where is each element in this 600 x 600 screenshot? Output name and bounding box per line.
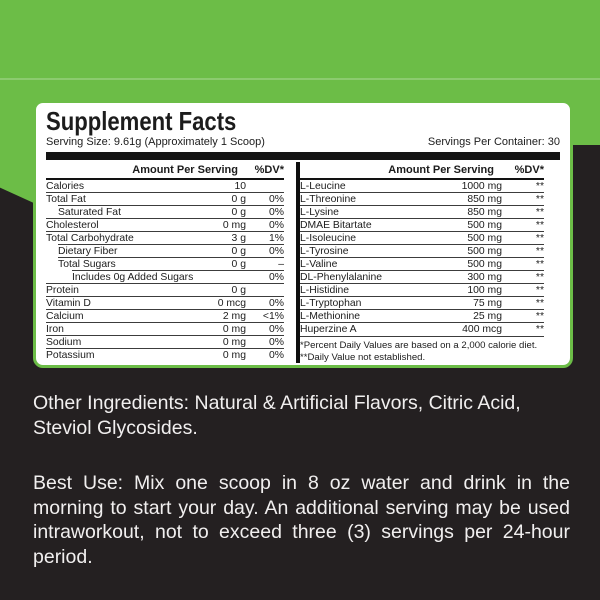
ingredient-amount: 25 mg: [473, 310, 502, 322]
table-row: [46, 180, 284, 192]
nutrient-amount: 0 g: [231, 245, 246, 257]
header-divider-bar: [46, 152, 560, 160]
nutrient-name: Protein: [46, 284, 79, 296]
nutrient-dv: 0%: [268, 297, 284, 309]
table-row: [58, 257, 284, 270]
table-row: [300, 309, 544, 322]
ingredient-name: L-Tryptophan: [300, 297, 362, 309]
nutrient-amount: 0 mg: [222, 336, 246, 348]
ingredient-name: L-Leucine: [300, 180, 346, 192]
servings-per-container-text: Servings Per Container: 30: [427, 136, 560, 148]
nutrient-name: Total Fat: [46, 193, 86, 205]
nutrient-name: Calories: [46, 180, 85, 192]
nutrient-amount: 0 g: [231, 206, 246, 218]
best-use-text: Best Use: Mix one scoop in 8 oz water and drink in the morning to start your day. An additional serving may be used intraworkout, not to exceed three (3) servings per 24-hour period.: [33, 472, 570, 568]
ingredient-amount: 500 mg: [467, 258, 502, 270]
table-row: [300, 283, 544, 296]
footnote-daily-values: *Percent Daily Values are based on a 2,000 calorie diet.: [300, 340, 538, 351]
ingredient-dv: **: [535, 271, 544, 283]
nutrient-name: Cholesterol: [46, 219, 99, 231]
supplement-column-header: [300, 162, 544, 180]
ingredient-dv: **: [535, 245, 544, 257]
facts-columns: [46, 162, 560, 363]
ingredient-amount: 400 mcg: [462, 323, 502, 335]
table-row: [46, 335, 284, 348]
footnotes: [300, 336, 544, 363]
table-row: [300, 205, 544, 218]
ingredient-amount: 850 mg: [467, 206, 502, 218]
panel-title: Supplement Facts: [46, 106, 237, 136]
table-row: [300, 322, 544, 335]
serving-size-text: Serving Size: 9.61g (Approximately 1 Scoop): [46, 136, 265, 148]
nutrient-dv: 0%: [268, 349, 284, 361]
nutrient-amount: 0 g: [231, 193, 246, 205]
ingredient-amount: 1000 mg: [461, 180, 502, 192]
ingredient-dv: **: [535, 310, 544, 322]
nutrient-name: Dietary Fiber: [58, 245, 118, 257]
table-row: [300, 296, 544, 309]
supplement-column: [300, 162, 560, 363]
serving-info-row: [46, 136, 560, 149]
ingredient-amount: 500 mg: [467, 219, 502, 231]
table-row: [58, 205, 284, 218]
nutrient-amount: 10: [234, 180, 246, 192]
nutrient-name: Total Carbohydrate: [46, 232, 134, 244]
nutrient-name: Includes 0g Added Sugars: [72, 271, 194, 283]
table-row: [300, 180, 544, 192]
dv-header: %DV*: [254, 164, 284, 176]
table-row: [46, 309, 284, 322]
nutrient-dv: 1%: [268, 232, 284, 244]
nutrient-amount: 3 g: [231, 232, 246, 244]
ingredient-amount: 500 mg: [467, 245, 502, 257]
nutrition-column: [46, 162, 296, 363]
nutrient-dv: 0%: [268, 271, 284, 283]
amount-per-serving-header: Amount Per Serving: [388, 164, 494, 176]
nutrient-name: Saturated Fat: [58, 206, 121, 218]
ingredient-name: L-Methionine: [300, 310, 361, 322]
ingredient-name: L-Threonine: [300, 193, 357, 205]
ingredient-name: Huperzine A: [300, 323, 357, 335]
nutrient-amount: 0 g: [231, 258, 246, 270]
amount-per-serving-header: Amount Per Serving: [132, 164, 238, 176]
nutrient-dv: –: [278, 258, 284, 270]
nutrient-name: Vitamin D: [46, 297, 91, 309]
ingredient-dv: **: [535, 284, 544, 296]
table-row: [300, 244, 544, 257]
ingredient-dv: **: [535, 206, 544, 218]
table-row: [46, 192, 284, 205]
table-row: [46, 283, 284, 296]
nutrient-dv: 0%: [268, 245, 284, 257]
nutrient-name: Total Sugars: [58, 258, 116, 270]
ingredient-dv: **: [535, 180, 544, 192]
ingredient-name: L-Valine: [300, 258, 338, 270]
nutrient-amount: 0 mg: [222, 219, 246, 231]
nutrition-column-header: [46, 162, 284, 180]
nutrient-amount: 0 mg: [222, 349, 246, 361]
ingredient-dv: **: [535, 219, 544, 231]
label-seam-line: [0, 78, 600, 80]
supplement-rows: [300, 180, 544, 335]
table-row: [300, 257, 544, 270]
nutrient-dv: 0%: [268, 323, 284, 335]
table-row: [46, 218, 284, 231]
table-row: [300, 270, 544, 283]
ingredient-name: DMAE Bitartate: [300, 219, 372, 231]
table-row: [300, 231, 544, 244]
ingredient-name: L-Isoleucine: [300, 232, 357, 244]
ingredient-name: L-Histidine: [300, 284, 350, 296]
nutrition-rows: [46, 180, 284, 361]
nutrient-dv: 0%: [268, 219, 284, 231]
ingredient-dv: **: [535, 297, 544, 309]
nutrient-dv: <1%: [262, 310, 284, 322]
ingredient-amount: 75 mg: [473, 297, 502, 309]
nutrient-name: Potassium: [46, 349, 95, 361]
supplement-facts-panel: [33, 100, 573, 368]
table-row: [46, 231, 284, 244]
nutrient-name: Iron: [46, 323, 64, 335]
table-row: [46, 348, 284, 361]
nutrient-amount: 0 mg: [222, 323, 246, 335]
ingredient-name: L-Lysine: [300, 206, 339, 218]
table-row: [58, 244, 284, 257]
nutrient-name: Sodium: [46, 336, 82, 348]
nutrient-name: Calcium: [46, 310, 84, 322]
nutrient-amount: 0 g: [231, 284, 246, 296]
nutrient-dv: 0%: [268, 336, 284, 348]
table-row: [300, 218, 544, 231]
nutrient-dv: 0%: [268, 193, 284, 205]
ingredient-dv: **: [535, 323, 544, 335]
ingredient-dv: **: [535, 193, 544, 205]
ingredient-name: DL-Phenylalanine: [300, 271, 383, 283]
nutrient-dv: 0%: [268, 206, 284, 218]
ingredient-dv: **: [535, 258, 544, 270]
table-row: [46, 322, 284, 335]
ingredient-amount: 100 mg: [467, 284, 502, 296]
nutrient-amount: 0 mcg: [217, 297, 246, 309]
table-row: [46, 296, 284, 309]
ingredient-amount: 500 mg: [467, 232, 502, 244]
table-row: [72, 270, 284, 283]
table-row: [300, 192, 544, 205]
other-ingredients-text: Other Ingredients: Natural & Artificial Flavors, Citric Acid, Steviol Glycosides.: [33, 392, 521, 439]
nutrient-amount: 2 mg: [222, 310, 246, 322]
ingredient-amount: 300 mg: [467, 271, 502, 283]
dv-header: %DV*: [514, 164, 544, 176]
ingredient-dv: **: [535, 232, 544, 244]
footnote-not-established: **Daily Value not established.: [300, 351, 426, 363]
green-background-left-wedge: [0, 0, 36, 204]
ingredient-amount: 850 mg: [467, 193, 502, 205]
ingredient-name: L-Tyrosine: [300, 245, 349, 257]
